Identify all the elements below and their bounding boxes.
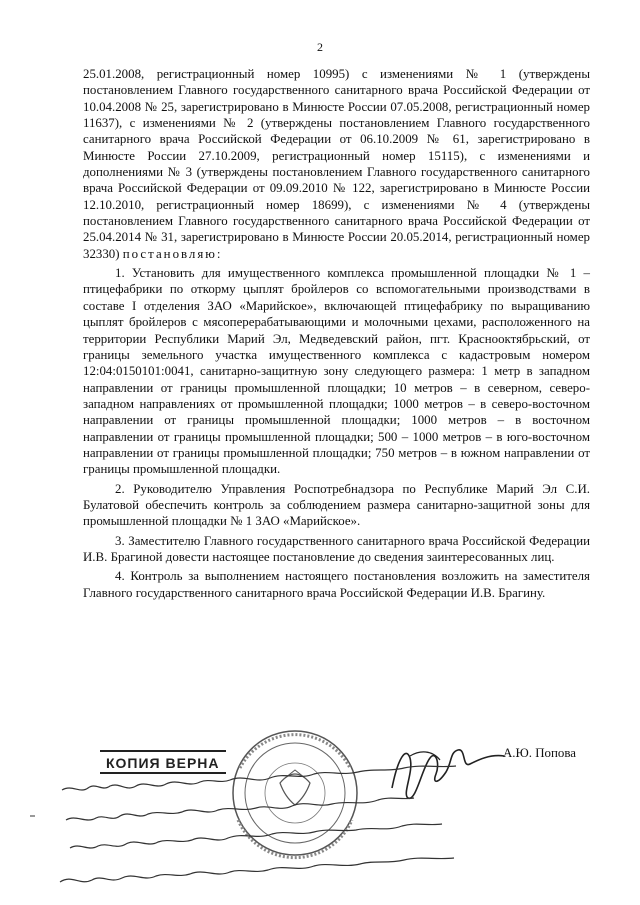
document-body — [83, 66, 590, 604]
signer-name: А.Ю. Попова — [503, 746, 576, 760]
signature-area — [0, 728, 640, 905]
paragraph-item-3: 3. Заместителю Главного государственного санитарного врача Российской Федерации И.В. Брагиной довести настоящее постановление до сведения заинтересованных лиц. — [83, 533, 590, 564]
decree-word: постановляю: — [122, 246, 223, 261]
page-number: 2 — [317, 40, 323, 54]
paragraph-item-2: 2. Руководителю Управления Роспотребнадзора по Республике Марий Эл С.И. Булатовой обеспечить контроль за соблюдением размера санитарно-защитной зоны для промышленной площадки № 1 ЗАО «Марийское». — [83, 481, 590, 529]
paragraph-item-4: 4. Контроль за выполнением настоящего постановления возложить на заместителя Главного государственного санитарного врача Российской Федерации И.В. Брагину. — [83, 569, 590, 600]
preamble-text: 25.01.2008, регистрационный номер 10995) с изменениями № 1 (утверждены постановлением Главного государственного санитарного врача Российской Федерации от 10.04.2008 № 25, зарегистрировано в Минюсте России 07.05.2008, регистрационный номер 11637), с изменениями № 2 (утверждены постановлением Главного государственного санитарного врача Российской Федерации от 06.10.2009 № 61, зарегистрировано в Минюсте России 27.10.2009, регистрационный номер 15115), с изменениями и дополнениями № 3 (утверждены постановлением Главного государственного санитарного врача Российской Федерации от 09.09.2010 № 122, зарегистрировано в Минюсте России 12.10.2010, регистрационный номер 18699), с изменениями № 4 (утверждены постановлением Главного государственного санитарного врача Российской Федерации от 25.04.2014 № 31, зарегистрировано в Минюсте России 20.05.2014, регистрационный номер 32330) — [83, 67, 590, 261]
paragraph-item-1: 1. Установить для имущественного комплекса промышленной площадки № 1 – птицефабрики по откорму цыплят бройлеров со вспомогательными производствами в составе I отделения ЗАО «Марийское», включающей птицефабрику по выращиванию цыплят бройлеров с мясоперерабатывающими и молочными цехами, расположенного на территории Республики Марий Эл, Медведевский район, пгт. Красноoктябрьский, от границы земельного участка имущественного комплекса с кадастровым номером 12:04:0150101:0041, санитарно-защитную зону следующего размера: 1 метр в западном направлении от границы промышленной площадки; 10 метров – в северном, северо-западном направлениях от промышленной площадки; 1000 метров – в северо-восточном направлении от границы промышленной площадки; 1000 метров – в восточном направлении от границы промышленной площадки; 500 – 1000 метров – в юго-восточном направлении от границы промышленной площадки; 750 метров – в южном направлении от границы промышленной площадки. — [83, 266, 590, 477]
paragraph-preamble — [83, 66, 590, 262]
copy-verified-stamp: КОПИЯ ВЕРНА — [100, 750, 226, 774]
